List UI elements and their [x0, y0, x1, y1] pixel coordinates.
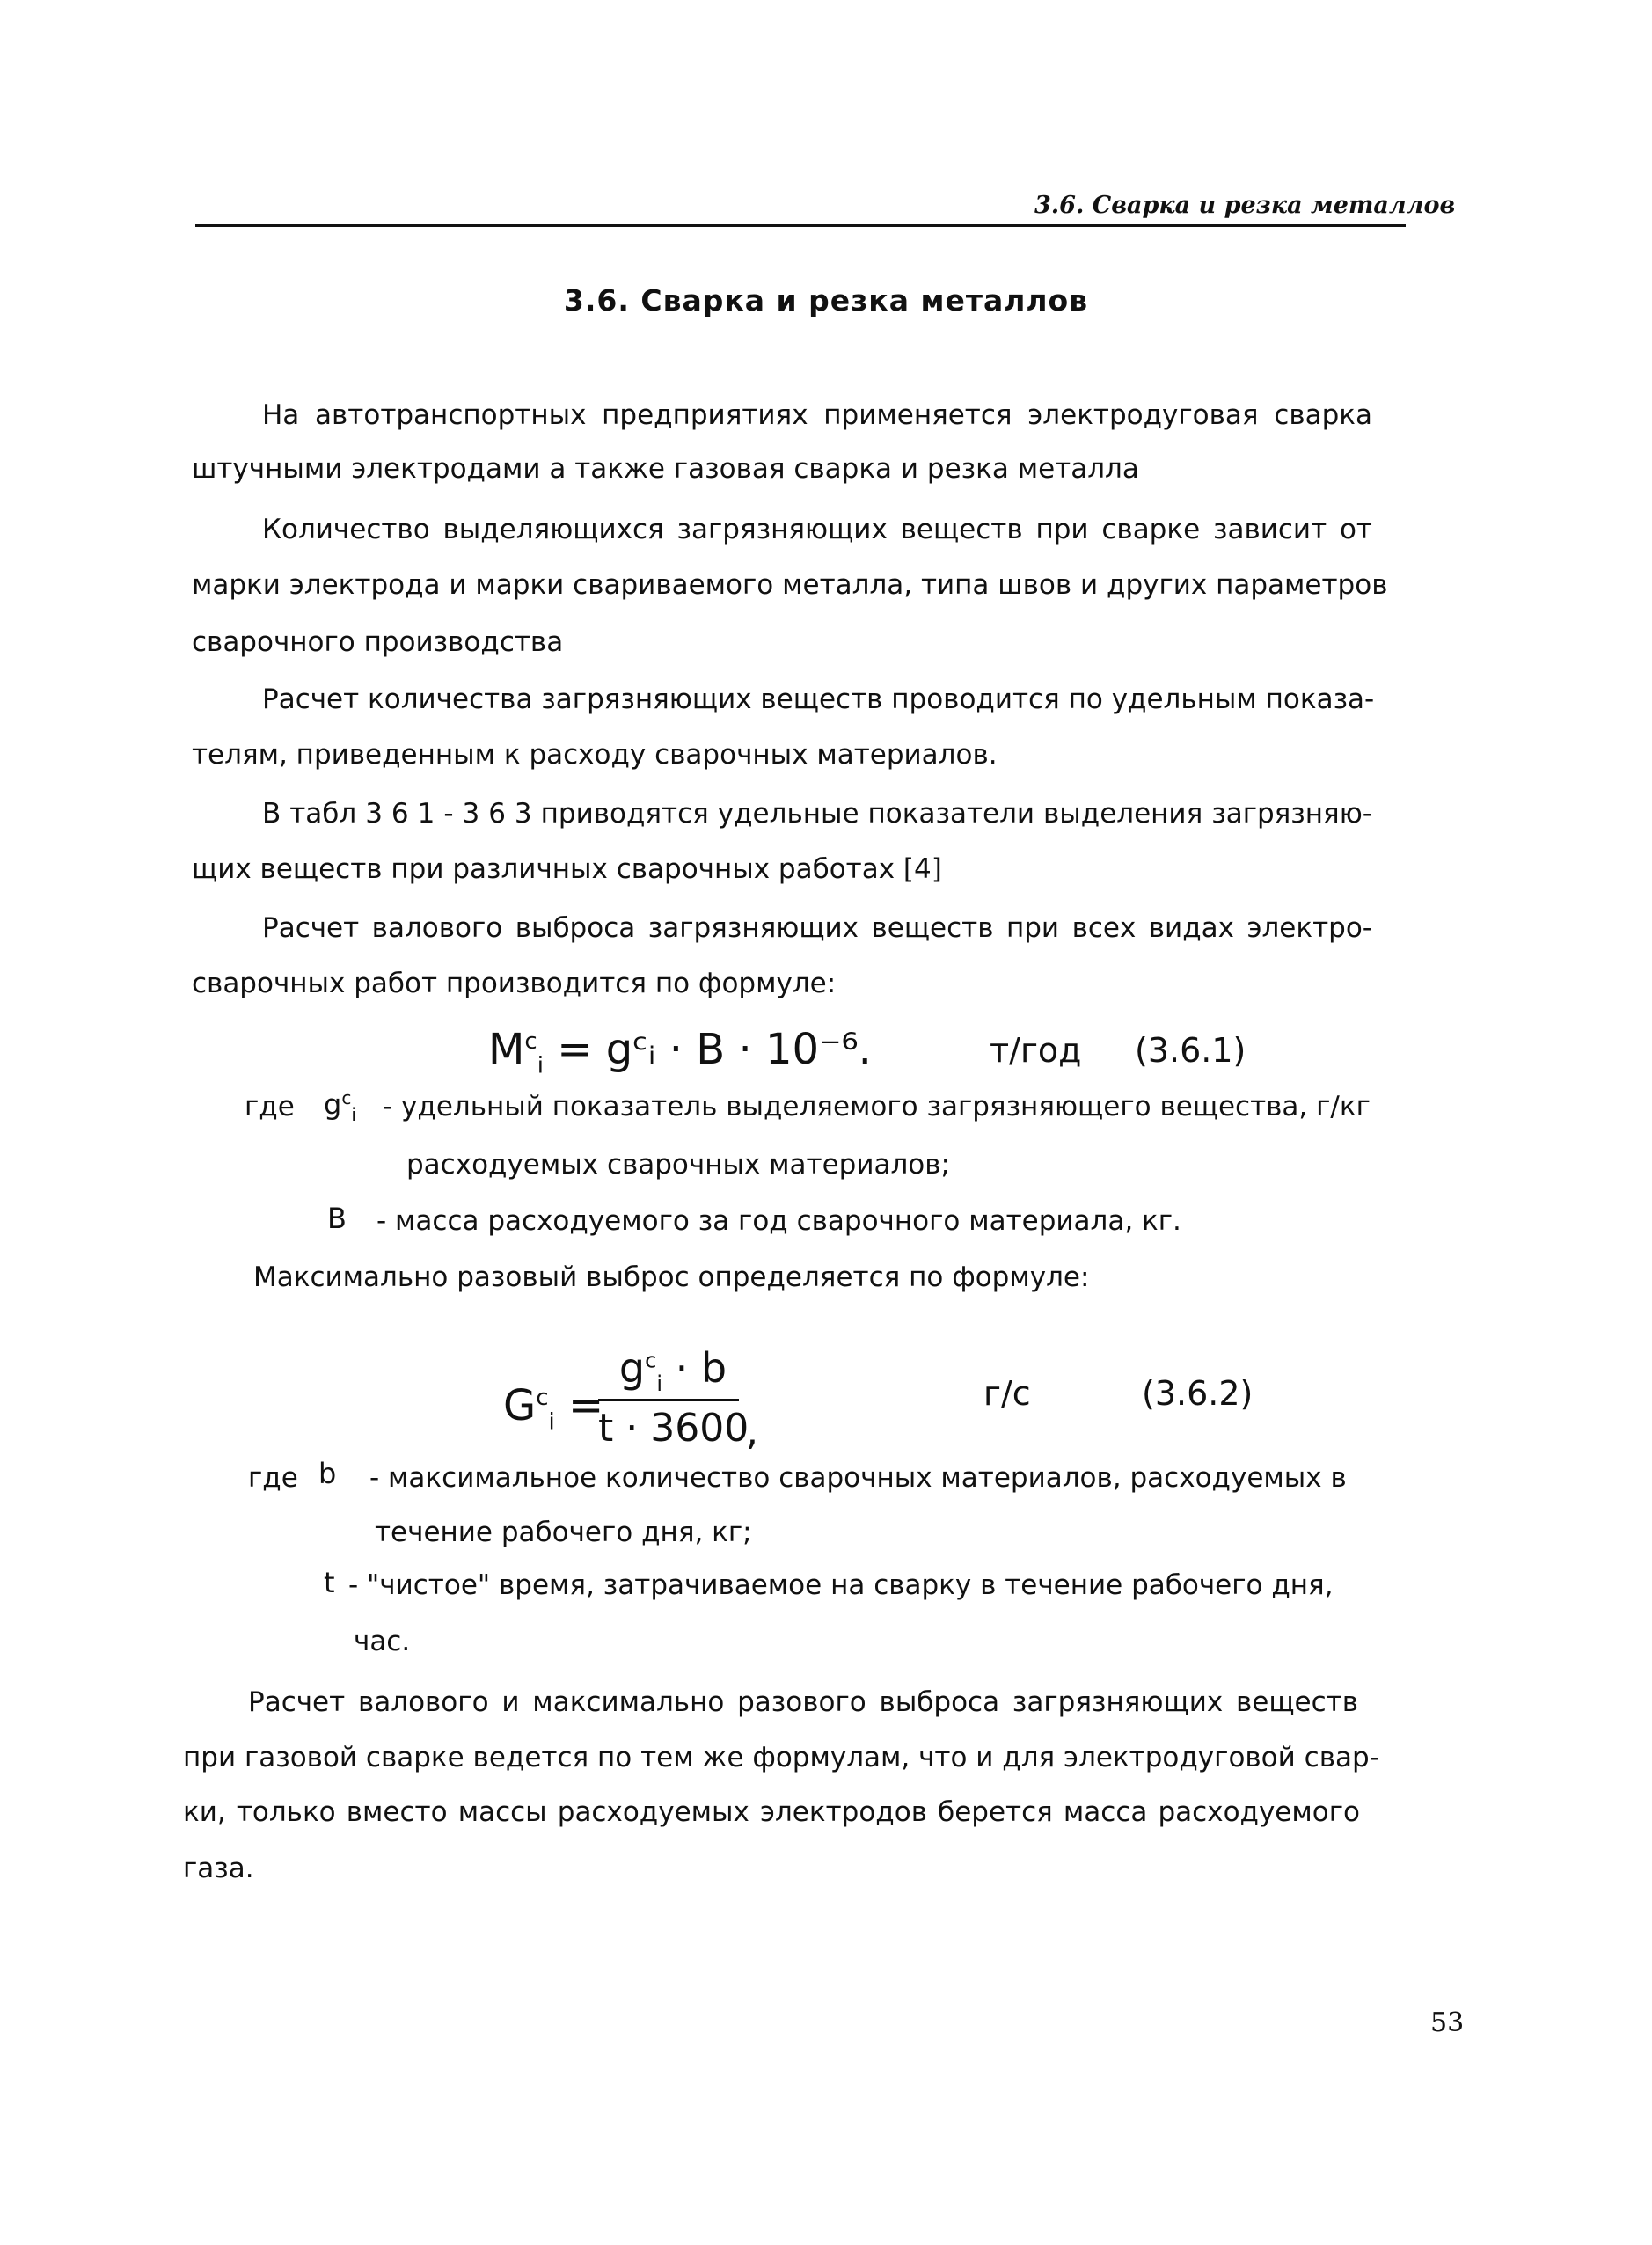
page-number: 53 — [1430, 2007, 1465, 2038]
running-header-title: 3.6. Сварка и резка металлов — [1034, 192, 1456, 219]
formula-2-denominator: t · 3600 — [598, 1406, 749, 1451]
paragraph-5-line-2: сварочных работ производится по формуле: — [192, 968, 837, 999]
formula-2-num-base: g — [618, 1344, 646, 1392]
formula-1-lhs-sup: c — [524, 1028, 537, 1055]
formula-2-number: (3.6.2) — [1142, 1374, 1254, 1413]
defs-1-g-text-1: - удельный показатель выделяемого загрязняющего вещества, г/кг — [383, 1091, 1371, 1122]
paragraph-7-line-1: Расчет валового и максимально разового выброса загрязняющих веществ — [248, 1686, 1358, 1718]
defs-1-g-text-2: расходуемых сварочных материалов; — [406, 1149, 950, 1181]
formula-1-lhs-base: M — [488, 1025, 525, 1074]
paragraph-1-line-2: штучными электродами а также газовая сварка и резка металла — [192, 453, 1139, 485]
defs-1-g-symbol — [324, 1087, 356, 1125]
section-title: 3.6. Сварка и резка металлов — [563, 283, 1089, 318]
formula-2-lhs-sup: c — [536, 1385, 549, 1411]
defs-2-b-text-2: течение рабочего дня, кг; — [375, 1517, 752, 1548]
paragraph-4-line-1: В табл 3 6 1 - 3 6 3 приводятся удельные показатели выделения загрязняю- — [262, 798, 1372, 830]
defs-1-where: где — [245, 1091, 295, 1122]
paragraph-1-line-1: На автотранспортных предприятиях применяется электродуговая сварка — [262, 399, 1372, 431]
paragraph-2-line-3: сварочного производства — [192, 626, 564, 658]
defs-1-g-base: g — [324, 1087, 342, 1122]
paragraph-7-line-3: ки, только вместо массы расходуемых электродов берется масса расходуемого — [183, 1796, 1360, 1828]
paragraph-6: Максимально разовый выброс определяется по формуле: — [253, 1261, 1090, 1293]
formula-1-lhs-sub: i — [537, 1052, 544, 1079]
paragraph-2-line-2: марки электрода и марки свариваемого металла, типа швов и других параметров — [192, 569, 1388, 601]
formula-2-lhs-base: G — [503, 1381, 537, 1430]
paragraph-7-line-2: при газовой сварке ведется по тем же формулам, что и для электродуговой свар- — [183, 1742, 1379, 1773]
formula-2-num-rest: · b — [662, 1344, 727, 1392]
defs-1-g-sub: i — [351, 1104, 356, 1126]
formula-2-fraction-bar — [598, 1399, 739, 1401]
paragraph-2-line-1: Количество выделяющихся загрязняющих веществ при сварке зависит от — [262, 514, 1372, 545]
defs-2-t-text-1: - "чистое" время, затрачиваемое на сварку в течение рабочего дня, — [348, 1569, 1334, 1601]
paragraph-5-line-1: Расчет валового выброса загрязняющих веществ при всех видах электро- — [262, 912, 1372, 944]
formula-2-trail: , — [746, 1409, 758, 1454]
defs-2-b-symbol: b — [318, 1457, 337, 1490]
formula-1-unit: т/год — [990, 1031, 1082, 1070]
formula-2-unit: г/с — [983, 1374, 1031, 1413]
defs-2-b-text-1: - максимальное количество сварочных материалов, расходуемых в — [369, 1462, 1347, 1494]
paragraph-7-line-4: газа. — [183, 1853, 254, 1884]
formula-2-numerator — [607, 1344, 739, 1396]
formula-2-num-sup: c — [645, 1348, 657, 1373]
formula-1-rhs: = gᶜᵢ · B · 10⁻⁶. — [557, 1025, 872, 1074]
formula-1-number: (3.6.1) — [1135, 1031, 1246, 1070]
defs-2-t-text-2: час. — [354, 1626, 411, 1657]
formula-2-num-sub: i — [656, 1371, 662, 1397]
paragraph-4-line-2: щих веществ при различных сварочных работах [4] — [192, 853, 942, 885]
formula-2-lhs — [503, 1381, 603, 1436]
formula-3-6-1 — [488, 1025, 872, 1079]
defs-1-g-sup: c — [341, 1087, 352, 1108]
formula-2-equals: = — [568, 1381, 604, 1430]
paragraph-3-line-2: телям, приведенным к расходу сварочных материалов. — [192, 739, 998, 771]
formula-2-lhs-sub: i — [548, 1408, 555, 1436]
defs-1-b-text: - масса расходуемого за год сварочного материала, кг. — [376, 1205, 1181, 1237]
header-rule — [195, 224, 1406, 227]
defs-1-b-symbol: B — [327, 1202, 347, 1235]
defs-2-where: где — [248, 1462, 298, 1494]
paragraph-3-line-1: Расчет количества загрязняющих веществ проводится по удельным показа- — [262, 684, 1375, 715]
defs-2-t-symbol: t — [324, 1566, 335, 1599]
